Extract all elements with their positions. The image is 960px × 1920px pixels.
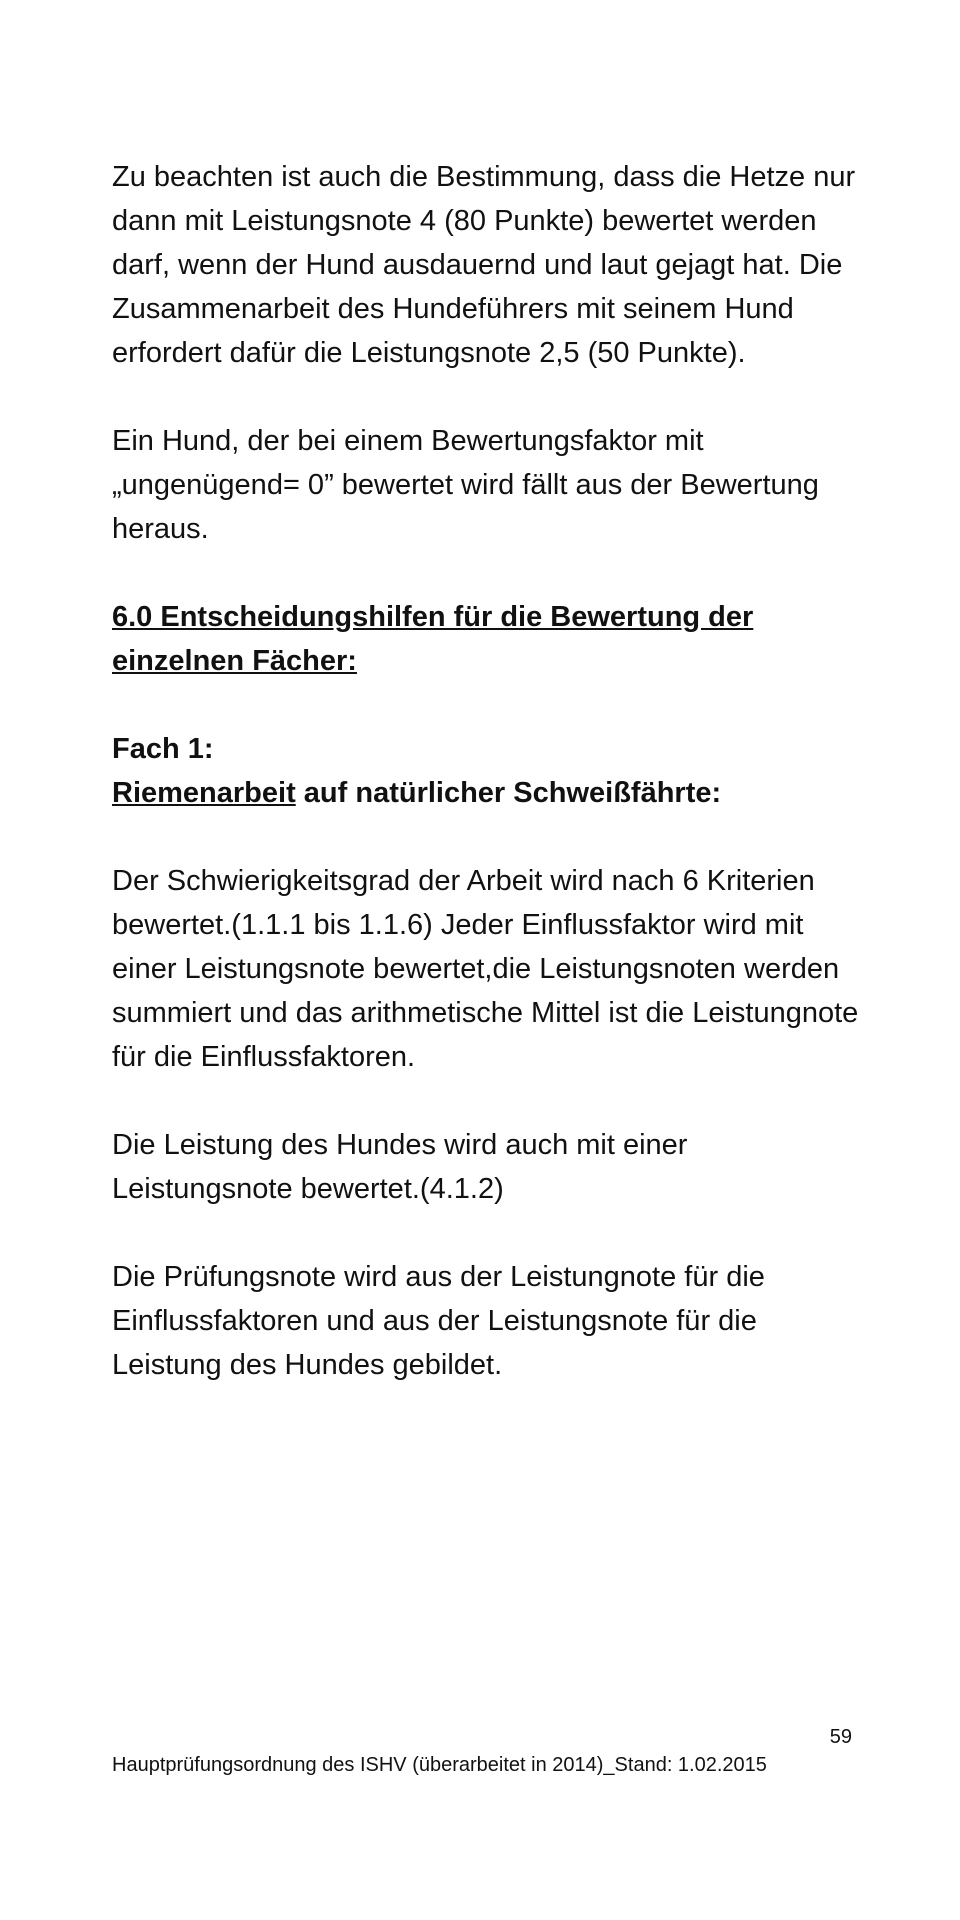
fach-title-underlined: Riemenarbeit xyxy=(112,777,296,809)
section-heading: 6.0 Entscheidungshilfen für die Bewertung der einzelnen Fächer: xyxy=(112,601,754,677)
paragraph-hetze-rules: Zu beachten ist auch die Bestimmung, dass die Hetze nur dann mit Leistungsnote 4 (80 Punkte) bewertet werden darf, wenn der Hund ausdauernd und laut gejagt hat. Die Zusammenarbeit des Hundeführers mit seinem Hund erfordert dafür die Leistungsnote 2,5 (50 Punkte). xyxy=(112,161,856,369)
page-footer xyxy=(112,1723,852,1779)
paragraph-pruefungsnote: Die Prüfungsnote wird aus der Leistungnote für die Einflussfaktoren und aus der Leistungsnote für die Leistung des Hundes gebildet. xyxy=(112,1261,765,1381)
page-number: 59 xyxy=(829,1726,852,1748)
footer-text: Hauptprüfungsordnung des ISHV (überarbeitet in 2014)_Stand: 1.02.2015 xyxy=(112,1754,767,1776)
paragraph-ungenuegend: Ein Hund, der bei einem Bewertungsfaktor mit „ungenügend= 0” bewertet wird fällt aus der Bewertung heraus. xyxy=(112,425,819,545)
paragraph-leistung-hund: Die Leistung des Hundes wird auch mit einer Leistungsnote bewertet.(4.1.2) xyxy=(112,1129,688,1205)
paragraph-schwierigkeitsgrad: Der Schwierigkeitsgrad der Arbeit wird nach 6 Kriterien bewertet.(1.1.1 bis 1.1.6) Jeder Einflussfaktor wird mit einer Leistungsnote bewertet,die Leistungsnoten werden summiert und das arithmetische Mittel ist die Leistungnote für die Einflussfaktoren. xyxy=(112,865,859,1073)
page-body xyxy=(112,155,872,1387)
fach-label: Fach 1: xyxy=(112,733,214,765)
fach-title xyxy=(112,771,872,815)
fach-title-rest: auf natürlicher Schweißfährte: xyxy=(295,777,722,809)
